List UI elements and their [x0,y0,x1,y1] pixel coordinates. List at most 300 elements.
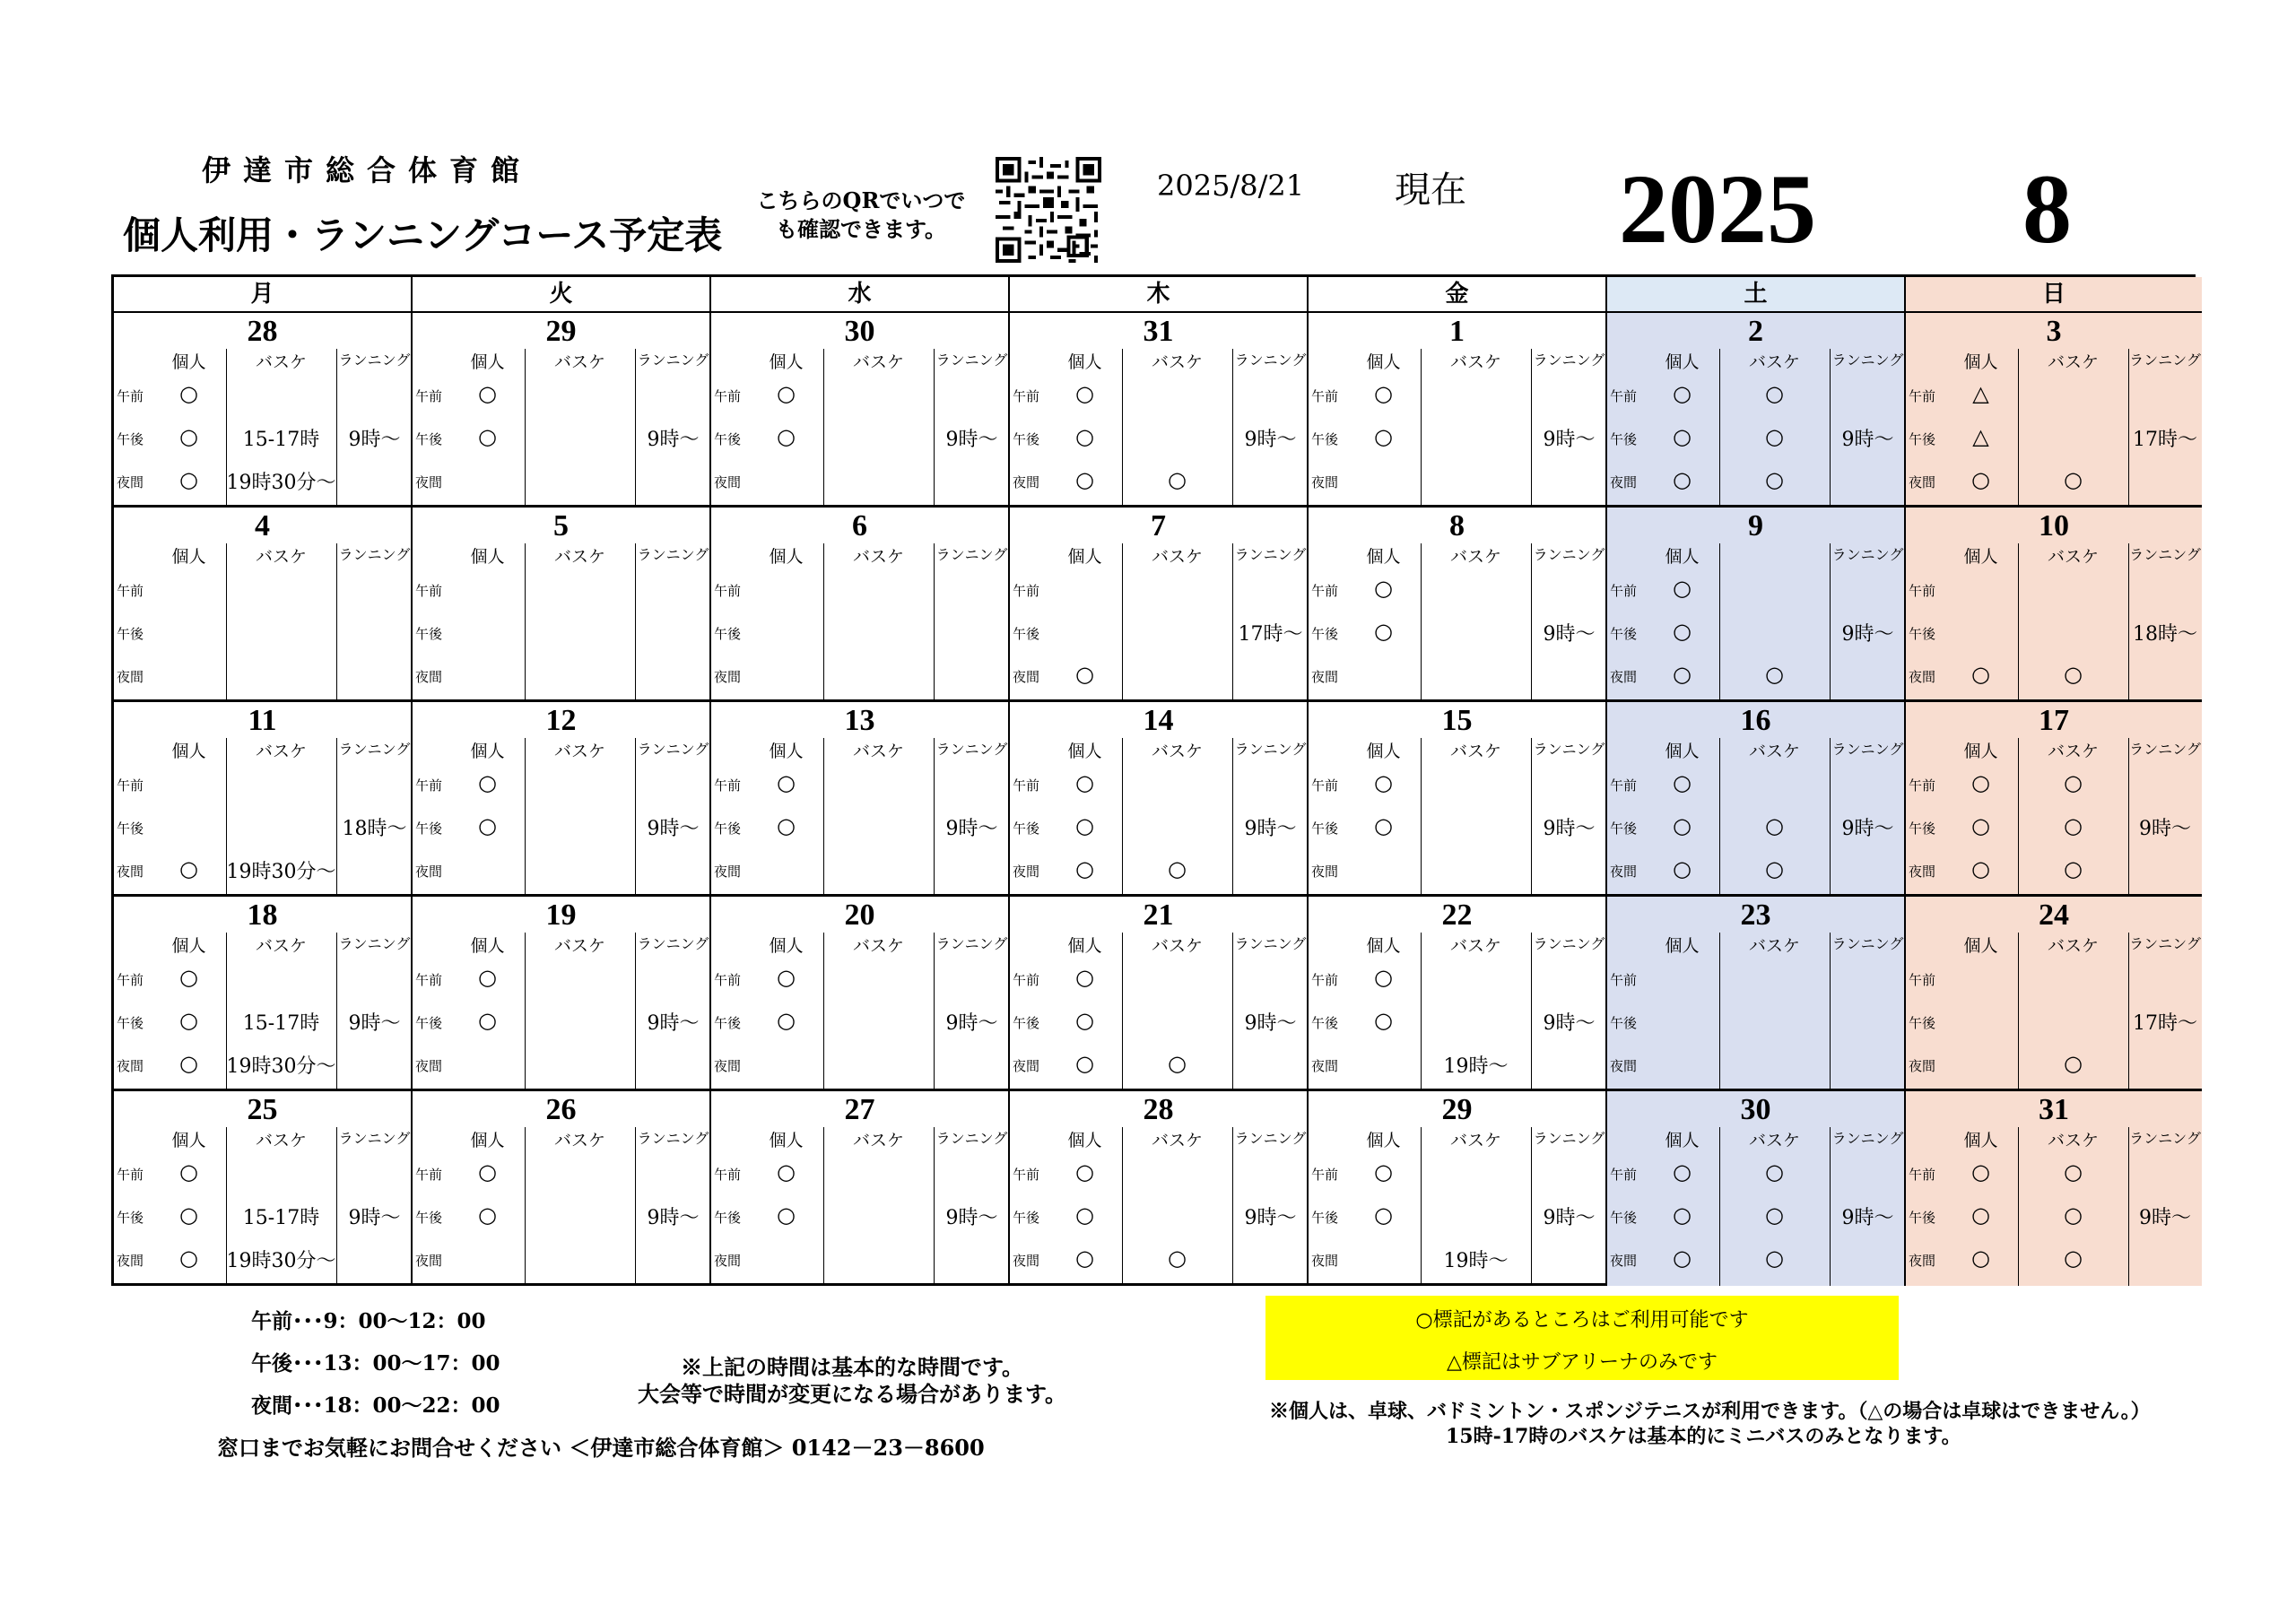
day-number: 5 [553,509,569,542]
column-label-running: ランニング [1831,741,1904,758]
period-label: 午後 [714,820,742,837]
day-cell [1906,702,2202,897]
basket-value: 19時～ [1443,1055,1509,1078]
day-number: 10 [2039,509,2069,542]
day-number: 24 [2039,898,2069,932]
weekday-header: 金 [1309,277,1607,313]
column-label-individual: 個人 [769,742,804,761]
column-label-running: ランニング [1533,741,1605,758]
period-label: 夜間 [117,474,144,490]
day-cell [413,1091,711,1286]
period-label: 午後 [1610,1015,1638,1031]
period-label: 午前 [1311,972,1339,988]
period-label: 午前 [1013,777,1040,794]
period-label: 夜間 [1013,474,1040,490]
day-cell [114,313,413,508]
period-label: 夜間 [1610,864,1638,880]
column-divider [336,543,337,699]
day-cell [1607,508,1906,702]
column-label-basket: バスケ [2047,742,2099,761]
day-cell [711,508,1010,702]
column-divider [635,543,636,699]
period-label: 夜間 [415,669,443,685]
individual-value: ○ [1673,381,1692,406]
running-value: 9時～ [1543,1012,1596,1035]
individual-value: ○ [1673,662,1692,687]
basket-value: ○ [2064,856,2083,881]
basic-time-note [574,1354,1130,1408]
running-value: 9時～ [1244,1207,1297,1229]
day-number: 21 [1143,898,1174,932]
day-cell [413,702,711,897]
period-label: 午後 [714,1210,742,1226]
basket-value: ○ [1765,662,1784,687]
column-label-individual: 個人 [769,352,804,372]
column-label-running: ランニング [637,741,709,758]
period-label: 午後 [1610,431,1638,447]
day-cell [1607,702,1906,897]
period-label: 午前 [714,777,742,794]
column-label-running: ランニング [1831,935,1904,952]
column-label-basket: バスケ [1748,1131,1800,1150]
running-value: 9時～ [348,1207,401,1229]
column-divider [934,543,935,699]
day-cell [711,1091,1010,1286]
qr-note [744,187,978,244]
period-label: 夜間 [714,1253,742,1269]
day-number: 28 [1143,1093,1174,1126]
column-label-running: ランニング [1533,546,1605,563]
period-label: 夜間 [1013,864,1040,880]
period-label: 午前 [415,777,443,794]
column-label-individual: 個人 [1963,742,1998,761]
basket-value: ○ [1765,424,1784,449]
column-label-running: ランニング [1234,1130,1307,1147]
running-value: 18時～ [2133,623,2197,646]
day-number: 29 [1441,1093,1473,1126]
individual-value: ○ [179,381,198,406]
individual-value: ○ [777,813,796,838]
period-label: 夜間 [415,1058,443,1074]
column-label-running: ランニング [338,1130,411,1147]
column-label-basket: バスケ [255,1131,307,1150]
column-label-individual: 個人 [1665,742,1700,761]
period-label: 午前 [1909,1167,1936,1183]
individual-value: ○ [1075,1051,1094,1076]
individual-value: ○ [1971,770,1990,795]
individual-value: ○ [1374,619,1393,644]
column-label-basket: バスケ [553,352,605,372]
period-label: 午前 [1610,388,1638,404]
basic-time-note-line2: 大会等で時間が変更になる場合があります。 [637,1381,1067,1407]
column-label-basket: バスケ [553,1131,605,1150]
column-label-basket: バスケ [553,936,605,956]
column-label-running: ランニング [2129,352,2201,369]
day-number: 3 [2046,315,2062,348]
running-value: 17時～ [2133,429,2197,451]
calendar-grid [111,274,2201,1286]
time-afternoon: 午後･･･13：00～17：00 [251,1351,500,1376]
column-label-individual: 個人 [1366,742,1401,761]
footnote-basket: 15時-17時のバスケは基本的にミニバスのみとなります。 [1446,1425,1961,1448]
period-label: 夜間 [1909,669,1936,685]
individual-value: ○ [179,1202,198,1228]
running-value: 9時～ [1244,429,1297,451]
column-label-individual: 個人 [470,352,505,372]
column-label-basket: バスケ [1151,547,1203,567]
running-value: 9時～ [945,818,998,840]
individual-value: ○ [179,467,198,492]
period-label: 午後 [714,431,742,447]
period-label: 夜間 [1311,1253,1339,1269]
day-number: 13 [844,704,875,737]
individual-value: ○ [1374,576,1393,601]
period-label: 午前 [1610,1167,1638,1183]
column-label-basket: バスケ [553,742,605,761]
column-label-basket: バスケ [1151,742,1203,761]
period-label: 午前 [1311,583,1339,599]
column-label-individual: 個人 [1963,936,1998,956]
basket-value: 15-17時 [242,1012,320,1035]
individual-value: ○ [478,1202,497,1228]
day-cell [1309,897,1607,1091]
column-label-individual: 個人 [1665,352,1700,372]
period-label: 午前 [1610,583,1638,599]
day-cell [1607,313,1906,508]
running-value: 9時～ [1244,818,1297,840]
basket-value: 19時30分～ [226,1250,336,1272]
column-label-individual: 個人 [1067,742,1102,761]
period-label: 午前 [1311,388,1339,404]
day-cell [1906,1091,2202,1286]
basket-value: ○ [1765,1202,1784,1228]
basket-value: ○ [1168,856,1187,881]
column-label-basket: バスケ [2047,1131,2099,1150]
day-cell [1309,1091,1607,1286]
individual-value: ○ [179,1159,198,1185]
running-value: 9時～ [1543,818,1596,840]
individual-value: ○ [1673,1245,1692,1271]
column-label-running: ランニング [2129,1130,2201,1147]
day-number: 2 [1748,315,1763,348]
individual-value: ○ [1673,576,1692,601]
period-label: 午後 [1909,626,1936,642]
individual-value: ○ [179,1245,198,1271]
running-value: 18時～ [342,818,407,840]
period-label: 午前 [714,1167,742,1183]
period-label: 午後 [1909,431,1936,447]
period-label: 夜間 [117,669,144,685]
running-value: 9時～ [945,1207,998,1229]
column-label-running: ランニング [637,546,709,563]
period-label: 夜間 [1909,1058,1936,1074]
individual-value: ○ [478,381,497,406]
period-label: 午前 [714,972,742,988]
qr-note-line2: も確認できます。 [775,216,947,242]
period-label: 午前 [1013,388,1040,404]
period-label: 午前 [117,1167,144,1183]
individual-value: ○ [1673,1202,1692,1228]
period-label: 午前 [1909,388,1936,404]
column-label-basket: バスケ [1449,1131,1501,1150]
individual-value: ○ [1075,1202,1094,1228]
period-label: 午後 [1013,1015,1040,1031]
period-label: 午後 [415,820,443,837]
basket-value: ○ [2064,1159,2083,1185]
individual-value: ○ [1971,1245,1990,1271]
period-label: 夜間 [415,1253,443,1269]
period-label: 午後 [1610,820,1638,837]
column-label-individual: 個人 [1665,1131,1700,1150]
basket-value: 19時～ [1443,1250,1509,1272]
period-label: 夜間 [1909,474,1936,490]
period-label: 午後 [1013,1210,1040,1226]
period-label: 夜間 [1610,1253,1638,1269]
period-label: 午後 [415,1210,443,1226]
qr-note-line1: こちらのQRでいつで [756,187,966,213]
basket-value: 19時30分～ [226,472,336,494]
day-number: 23 [1740,898,1771,932]
column-label-basket: バスケ [1748,742,1800,761]
facility-name: 伊達市総合体育館 [202,153,533,187]
individual-value: ○ [179,965,198,990]
running-value: 9時～ [647,818,700,840]
running-value: 9時～ [647,1012,700,1035]
individual-value: ○ [777,965,796,990]
individual-value: ○ [179,1051,198,1076]
basic-time-note-line1: ※上記の時間は基本的な時間です。 [680,1354,1024,1380]
column-label-basket: バスケ [1449,936,1501,956]
period-label: 午後 [1909,820,1936,837]
individual-value: ○ [1374,381,1393,406]
individual-value: ○ [1971,1159,1990,1185]
individual-value: ○ [478,813,497,838]
day-cell [711,897,1010,1091]
column-label-running: ランニング [2129,741,2201,758]
day-number: 22 [1441,898,1473,932]
individual-value: ○ [1374,965,1393,990]
day-cell [114,897,413,1091]
time-night: 夜間･･･18：00～22：00 [251,1393,500,1418]
running-value: 9時～ [647,1207,700,1229]
weekday-header: 土 [1607,277,1906,313]
column-label-running: ランニング [637,1130,709,1147]
individual-value: ○ [777,770,796,795]
column-label-individual: 個人 [171,352,206,372]
day-number: 4 [255,509,270,542]
column-label-basket: バスケ [255,742,307,761]
period-label: 午前 [1013,1167,1040,1183]
column-label-basket: バスケ [1151,352,1203,372]
basket-value: 15-17時 [242,1207,320,1229]
period-label: 午前 [1311,777,1339,794]
running-value: 17時～ [2133,1012,2197,1035]
column-label-basket: バスケ [1449,352,1501,372]
individual-value: ○ [777,381,796,406]
running-value: 9時～ [1543,1207,1596,1229]
basket-value: ○ [1765,856,1784,881]
basket-value: ○ [2064,813,2083,838]
period-label: 夜間 [1311,864,1339,880]
column-label-running: ランニング [935,352,1008,369]
period-label: 午前 [1013,972,1040,988]
column-label-running: ランニング [637,935,709,952]
period-label: 夜間 [1610,474,1638,490]
individual-value: ○ [179,856,198,881]
individual-value: ○ [1673,467,1692,492]
individual-value: ○ [1075,662,1094,687]
period-label: 午後 [117,1015,144,1031]
period-label: 午後 [117,1210,144,1226]
individual-value: ○ [1971,467,1990,492]
period-label: 午後 [117,431,144,447]
individual-value: ○ [1673,619,1692,644]
period-label: 夜間 [117,1253,144,1269]
day-cell [114,1091,413,1286]
qr-code-icon[interactable] [996,157,1101,263]
day-cell [1309,702,1607,897]
period-label: 午後 [1013,820,1040,837]
column-label-individual: 個人 [769,547,804,567]
column-label-running: ランニング [1831,546,1904,563]
column-label-basket: バスケ [1748,352,1800,372]
basket-value: ○ [1765,381,1784,406]
individual-value: ○ [1374,1159,1393,1185]
column-label-running: ランニング [935,741,1008,758]
period-label: 夜間 [1013,669,1040,685]
running-value: 9時～ [1244,1012,1297,1035]
day-cell [1906,897,2202,1091]
day-cell [413,897,711,1091]
day-cell [1309,508,1607,702]
day-cell [711,313,1010,508]
column-label-individual: 個人 [171,742,206,761]
day-number: 9 [1748,509,1763,542]
period-label: 夜間 [714,864,742,880]
month-display: 8 [2022,154,2072,264]
basket-value: ○ [1765,1159,1784,1185]
basket-value: 15-17時 [242,429,320,451]
day-number: 17 [2039,704,2069,737]
individual-value: ○ [1374,1008,1393,1033]
individual-value: ○ [179,424,198,449]
column-label-running: ランニング [1533,1130,1605,1147]
individual-value: ○ [478,1008,497,1033]
basket-value: ○ [2064,1051,2083,1076]
individual-value: ○ [478,770,497,795]
day-number: 6 [852,509,867,542]
period-label: 午後 [1909,1210,1936,1226]
weekday-header: 火 [413,277,711,313]
period-label: 午前 [1909,777,1936,794]
period-label: 夜間 [1013,1253,1040,1269]
period-label: 午前 [117,972,144,988]
period-label: 午後 [1311,820,1339,837]
period-label: 夜間 [1013,1058,1040,1074]
basket-value: ○ [2064,467,2083,492]
day-number: 25 [247,1093,278,1126]
day-number: 19 [545,898,577,932]
running-value: 9時～ [1543,623,1596,646]
column-label-running: ランニング [1831,352,1904,369]
column-label-running: ランニング [637,352,709,369]
running-value: 9時～ [2139,1207,2191,1229]
individual-value: ○ [777,424,796,449]
individual-value: ○ [777,1159,796,1185]
individual-value: ○ [1971,662,1990,687]
period-label: 午前 [1013,583,1040,599]
basket-value: ○ [2064,1245,2083,1271]
day-number: 12 [545,704,577,737]
day-number: 28 [247,315,278,348]
column-label-individual: 個人 [1067,352,1102,372]
day-number: 26 [545,1093,577,1126]
individual-value: ○ [1075,813,1094,838]
period-label: 午後 [1311,431,1339,447]
day-number: 30 [844,315,875,348]
column-label-basket: バスケ [2047,547,2099,567]
running-value: 9時～ [1841,623,1894,646]
column-label-running: ランニング [1831,1130,1904,1147]
running-value: 9時～ [945,1012,998,1035]
column-label-individual: 個人 [470,1131,505,1150]
period-label: 午前 [1909,972,1936,988]
year-display: 2025 [1619,154,1816,264]
day-number: 20 [844,898,875,932]
period-label: 夜間 [714,669,742,685]
period-label: 午前 [415,583,443,599]
column-label-running: ランニング [338,546,411,563]
day-number: 1 [1449,315,1465,348]
column-label-individual: 個人 [1067,1131,1102,1150]
column-label-individual: 個人 [1665,547,1700,567]
period-label: 午後 [714,626,742,642]
period-label: 午後 [415,431,443,447]
column-label-basket: バスケ [255,936,307,956]
column-label-running: ランニング [1234,352,1307,369]
weekday-header: 木 [1010,277,1309,313]
day-cell [114,508,413,702]
day-number: 7 [1151,509,1166,542]
individual-value: ○ [1075,1159,1094,1185]
basket-value: ○ [2064,662,2083,687]
weekday-header: 水 [711,277,1010,313]
basket-value: ○ [1168,467,1187,492]
basket-value: 19時30分～ [226,861,336,883]
basket-value: 19時30分～ [226,1055,336,1078]
period-label: 午後 [117,820,144,837]
column-label-individual: 個人 [1366,1131,1401,1150]
column-label-individual: 個人 [1963,1131,1998,1150]
day-cell [413,313,711,508]
day-cell [711,702,1010,897]
running-value: 9時～ [348,1012,401,1035]
column-divider [1830,933,1831,1089]
individual-value: ○ [478,965,497,990]
day-number: 14 [1143,704,1174,737]
legend-circle: ○標記があるところはご利用可能です [1415,1309,1749,1332]
running-value: 9時～ [2139,818,2191,840]
individual-value: ○ [777,1202,796,1228]
column-label-running: ランニング [1234,741,1307,758]
period-label: 午前 [1610,972,1638,988]
column-label-basket: バスケ [1449,547,1501,567]
day-number: 15 [1441,704,1473,737]
period-label: 午後 [415,626,443,642]
day-cell [1010,702,1309,897]
individual-value: ○ [478,424,497,449]
time-morning: 午前･･･9：00～12：00 [251,1309,486,1333]
